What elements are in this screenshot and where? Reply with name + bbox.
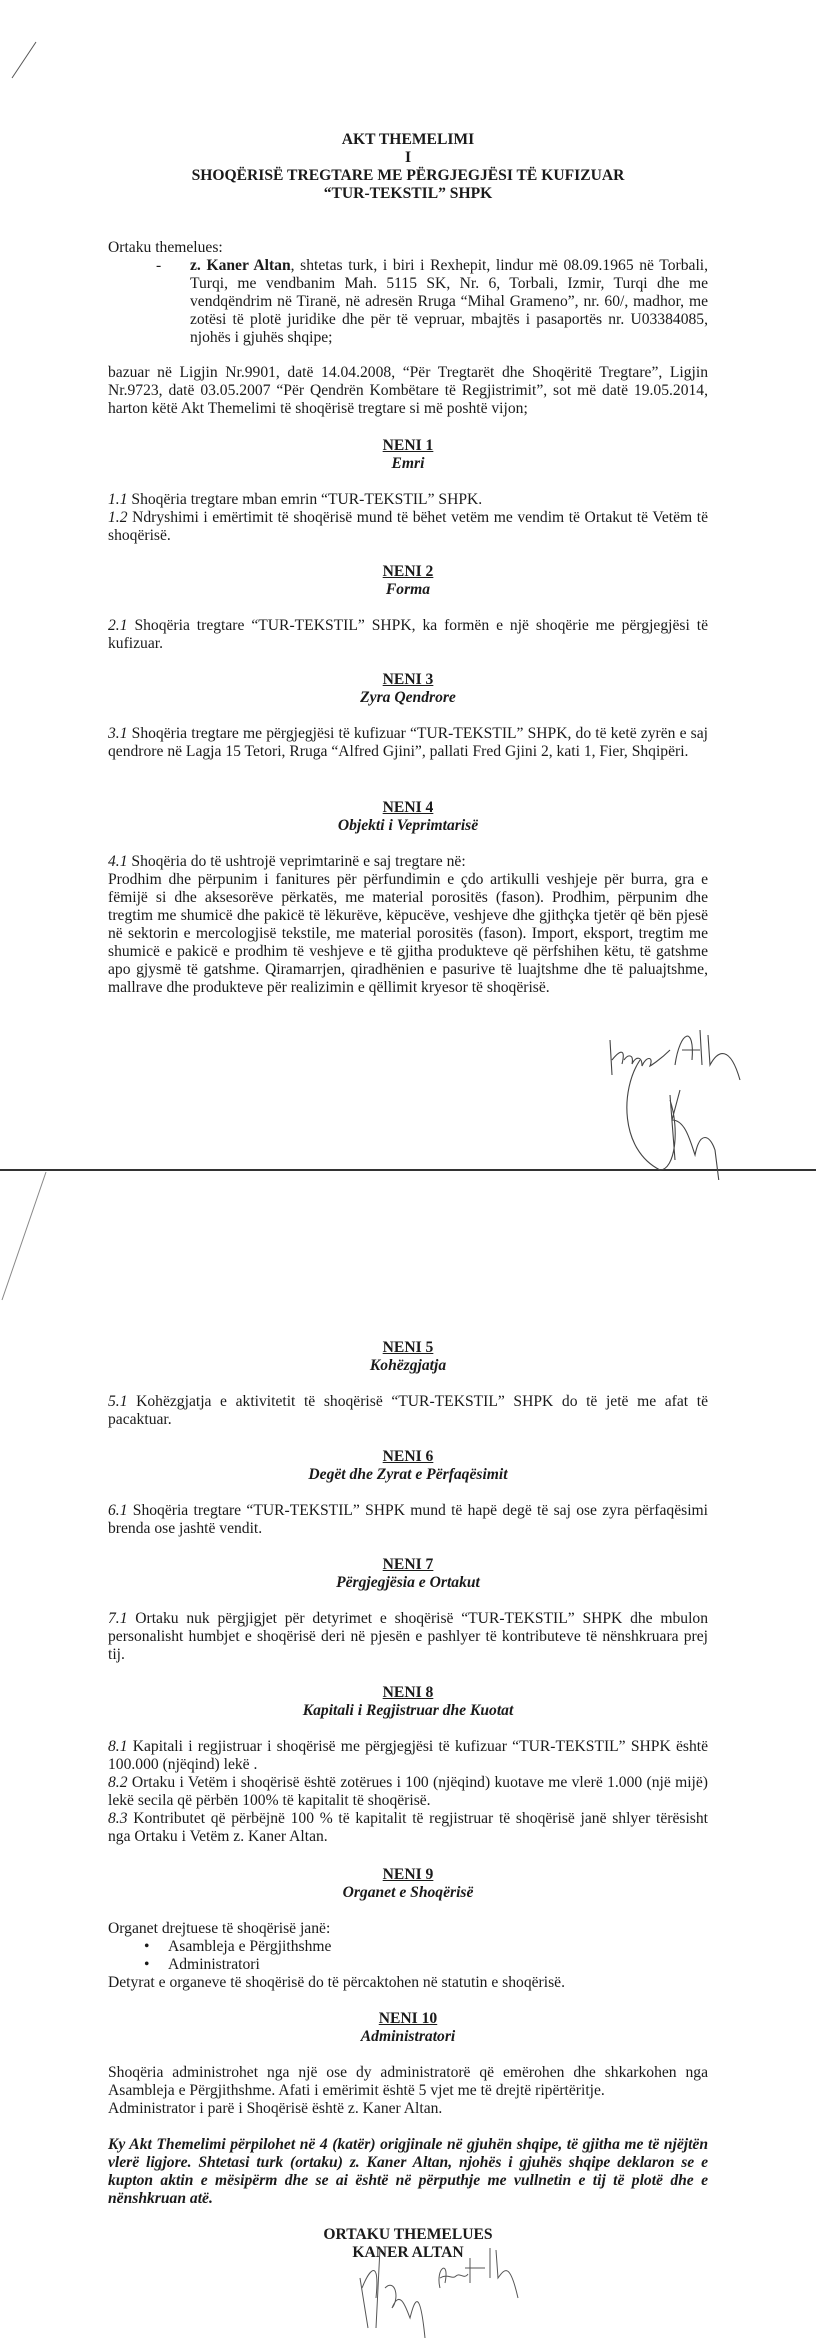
article-subtitle: Organet e Shoqërisë — [342, 1884, 474, 1901]
article-heading: NENI 5 — [382, 1339, 434, 1356]
signatory-name: KANER ALTAN — [352, 2244, 464, 2261]
article-subtitle: Kohëzgjatja — [369, 1357, 447, 1374]
founder-details — [190, 257, 708, 347]
founder-dash: - — [156, 257, 162, 274]
article-body: Administrator i parë i Shoqërisë është z. Kaner Altan. — [108, 2100, 443, 2117]
title-line: I — [404, 149, 412, 166]
clause: 5.1 Kohëzgjatja e aktivitetit të shoqërisë “TUR-TEKSTIL” SHPK do të jetë me afat të pacaktuar. — [108, 1393, 708, 1428]
article-6 — [108, 1448, 708, 1538]
article-body: Shoqëria administrohet nga një ose dy administratorë që emërohen dhe shkarkohen nga Asambleja e Përgjithshme. Afati i emërimit është 5 vjet me të drejtë ripërtëritje. — [108, 2064, 708, 2099]
article-heading: NENI 10 — [378, 2010, 438, 2027]
organs-intro: Organet drejtuese të shoqërisë janë: — [108, 1920, 331, 1937]
article-heading: NENI 1 — [382, 437, 434, 454]
article-subtitle: Objekti i Veprimtarisë — [337, 817, 479, 834]
clause: 4.1 Shoqëria do të ushtrojë veprimtarinë e saj tregtare në: — [108, 853, 466, 870]
organs-list — [108, 1938, 708, 1974]
handwritten-signature — [340, 2228, 520, 2340]
article-subtitle: Kapitali i Regjistruar dhe Kuotat — [302, 1702, 514, 1719]
article-7 — [108, 1556, 708, 1664]
article-3 — [108, 671, 708, 761]
list-item: • Asambleja e Përgjithshme — [108, 1938, 708, 1956]
clause: 3.1 Shoqëria tregtare me përgjegjësi të kufizuar “TUR-TEKSTIL” SHPK, do të ketë zyrën e saj qendrore në Lagja 15 Tetori, Rruga “Alfred Gjini”, pallati Fred Gjini 2, kati 1, Fier, Shqipëri. — [108, 725, 708, 760]
clause: 6.1 Shoqëria tregtare “TUR-TEKSTIL” SHPK mund të hapë degë të saj ose zyra përfaqësimi brenda ose jashtë vendit. — [108, 1502, 708, 1537]
closing-statement: Ky Akt Themelimi përpilohet në 4 (katër) origjinale në gjuhën shqipe, të gjitha me të njëjtën vlerë ligjore. Shtetasi turk (ortaku) z. Kaner Altan, njohës i gjuhës shqipe deklaron se e kupton aktin e mësipërm dhe se ai është në përputhje me vullnetin e tij të plotë dhe e nënshkruan atë. — [108, 2136, 708, 2207]
article-8 — [108, 1684, 708, 1846]
organs-outro: Detyrat e organeve të shoqërisë do të përcaktohen në statutin e shoqërisë. — [108, 1974, 565, 1991]
founder-label: Ortaku themelues: — [108, 239, 223, 256]
article-subtitle: Përgjegjësia e Ortakut — [336, 1574, 480, 1591]
article-subtitle: Forma — [385, 581, 431, 598]
clause: 8.3 Kontributet që përbëjnë 100 % të kapitalit të regjistruar të shoqërisë janë shlyer tërësisht nga Ortaku i Vetëm z. Kaner Altan. — [108, 1810, 708, 1845]
article-heading: NENI 7 — [382, 1556, 434, 1573]
article-heading: NENI 8 — [382, 1684, 434, 1701]
article-heading: NENI 2 — [382, 563, 434, 580]
clause: 1.1 Shoqëria tregtare mban emrin “TUR-TEKSTIL” SHPK. — [108, 491, 483, 508]
article-1 — [108, 437, 708, 545]
clause: 2.1 Shoqëria tregtare “TUR-TEKSTIL” SHPK, ka formën e një shoqërie me përgjegjësi të kufizuar. — [108, 617, 708, 652]
scan-mark — [0, 1170, 60, 1310]
clause: 8.2 Ortaku i Vetëm i shoqërisë është zotërues i 100 (njëqind) kuotave me vlerë 1.000 (një mijë) lekë secila që përbën 100% të kapitalit të shoqërisë. — [108, 1774, 708, 1809]
article-body: Prodhim dhe përpunim i fanitures për përfundimin e çdo artikulli veshjeje për burra, gra e fëmijë si dhe aksesorëve përkatës, me material porositës (fason). Prodhim, përpunim dhe tregtim me shumicë dhe pakicë të lëkurëve, këpucëve, veshjeve dhe gjithçka tjetër që bën pjesë në sektorin e mercologjisë tekstile, me material porositës (fason). Import, eksport, tregtim me shumicë e pakicë e prodhim të veshjeve e të gjitha produkteve që përfshihen këtu, të gatshme apo gjysmë të gatshme. Qiramarrjen, qiradhënien e pasurive të luajtshme dhe të paluajtshme, mallrave dhe produkteve për realizimin e qëllimit kryesor të shoqërisë. — [108, 871, 708, 996]
founder-name: z. Kaner Altan — [190, 257, 291, 274]
article-4 — [108, 799, 708, 997]
founder-text: , shtetas turk, i biri i Rexhepit, lindur më 08.09.1965 në Torbali, Turqi, me vendbanim Mah. 5115 SK, Nr. 6, Torbali, Izmir, Turqi dhe me vendqëndrim në Tiranë, në adresën Rruga “Mihal Grameno”, nr. 60/, madhor, me zotësi të plotë juridike dhe për të vepruar, mbajtës i pasaportës nr. U03384085, njohës i gjuhës shqipe; — [190, 257, 709, 346]
clause: 7.1 Ortaku nuk përgjigjet për detyrimet e shoqërisë “TUR-TEKSTIL” SHPK dhe mbulon personalisht humbjet e shoqërisë deri në pjesën e pashlyer të kontributeve të nënshkruara prej tij. — [108, 1610, 708, 1663]
clause: 8.1 Kapitali i regjistruar i shoqërisë me përgjegjësi të kufizuar “TUR-TEKSTIL” SHPK është 100.000 (njëqind) lekë . — [108, 1738, 708, 1773]
article-heading: NENI 4 — [382, 799, 434, 816]
article-subtitle: Zyra Qendrore — [360, 689, 456, 706]
handwritten-signature — [600, 1020, 800, 1180]
preamble: bazuar në Ligjin Nr.9901, datë 14.04.2008, “Për Tregtarët dhe Shoqëritë Tregtare”, Ligjin Nr.9723, datë 03.05.2007 “Për Qendrën Kombëtare të Regjistrimit”, sot më datë 19.05.2014, harton këtë Akt Themelimi të shoqërisë tregtare si më poshtë vijon; — [108, 364, 708, 417]
article-heading: NENI 6 — [382, 1448, 434, 1465]
clause: 1.2 Ndryshimi i emërtimit të shoqërisë mund të bëhet vetëm me vendim të Ortakut të Vetëm të shoqërisë. — [108, 509, 708, 544]
title-line: “TUR-TEKSTIL” SHPK — [323, 185, 493, 202]
article-subtitle: Degët dhe Zyrat e Përfaqësimit — [308, 1466, 508, 1483]
article-9 — [108, 1866, 708, 1992]
title-line: SHOQËRISË TREGTARE ME PËRGJEGJËSI TË KUFIZUAR — [191, 167, 625, 184]
article-heading: NENI 9 — [382, 1866, 434, 1883]
document-title — [108, 131, 708, 203]
title-line: AKT THEMELIMI — [341, 131, 475, 148]
scan-mark — [0, 30, 60, 90]
article-10 — [108, 2010, 708, 2118]
article-2 — [108, 563, 708, 653]
list-item: • Administratori — [108, 1956, 708, 1974]
signatory-role: ORTAKU THEMELUES — [323, 2226, 493, 2243]
article-subtitle: Emri — [391, 455, 425, 472]
article-5 — [108, 1339, 708, 1429]
article-heading: NENI 3 — [382, 671, 434, 688]
article-subtitle: Administratori — [360, 2028, 456, 2045]
